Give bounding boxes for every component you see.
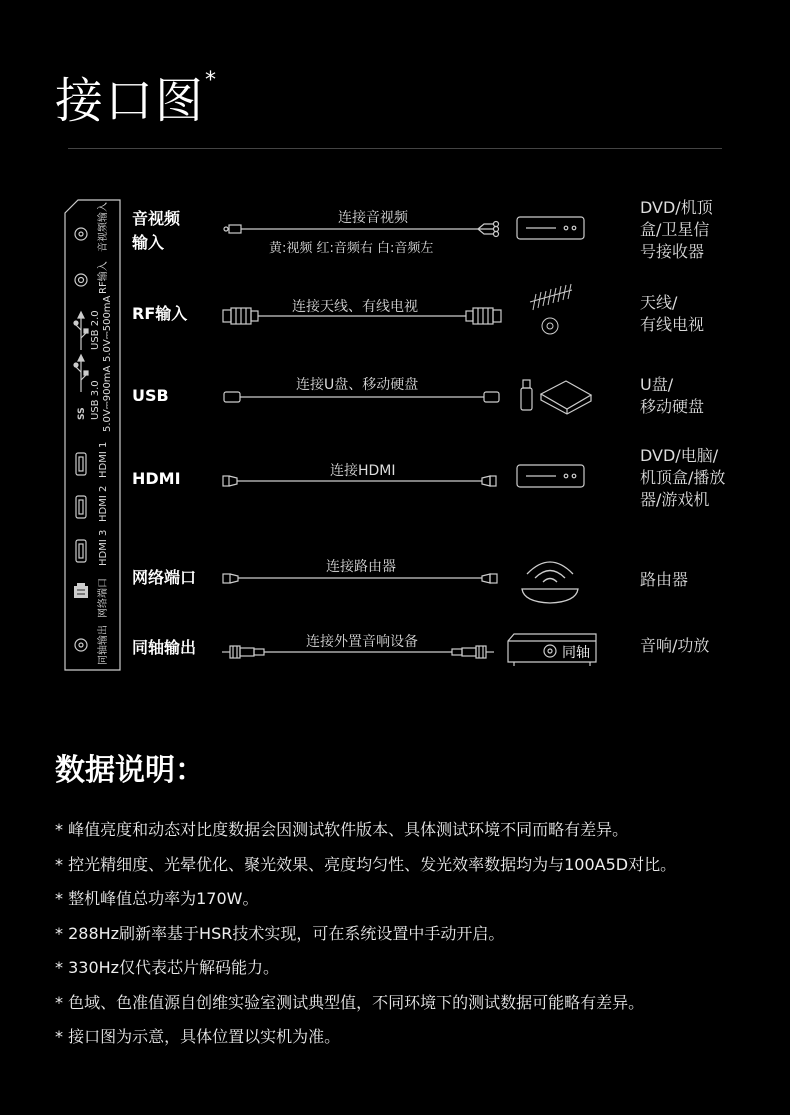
row-label-coax: 同轴输出 <box>132 638 197 657</box>
row-label-av: 音视频 输入 <box>132 209 181 252</box>
device-label-av: DVD/机顶 盒/卫星信 号接收器 <box>640 198 713 261</box>
panel-text-hdmi3: HDMI 3 <box>98 529 109 566</box>
hdmi2-port-icon <box>76 496 86 518</box>
note-item: * 峰值亮度和动态对比度数据会因测试软件版本、具体测试环境不同而略有差异。 <box>55 820 629 839</box>
device-label-lan: 路由器 <box>640 570 689 589</box>
note-item: * 整机峰值总功率为170W。 <box>55 889 259 908</box>
panel-text-rf: RF输入 <box>98 261 109 294</box>
cable-sublabel-av: 黄:视频 红:音频右 白:音频左 <box>269 241 434 256</box>
lan-port-icon <box>74 583 88 598</box>
panel-text-usb3-power: 5.0V⎓900mA <box>102 365 113 432</box>
router-icon <box>522 562 578 603</box>
note-item: * 控光精细度、光晕优化、聚光效果、亮度均匀性、发光效率数据均为与100A5D对比。 <box>55 854 677 874</box>
device-label-rf: 天线/ 有线电视 <box>640 293 705 334</box>
page-title: 接口图* <box>55 68 219 129</box>
device-label-usb: U盘/ 移动硬盘 <box>640 375 705 416</box>
rf-port-icon <box>75 274 87 286</box>
panel-text-coax: 同轴输出 <box>98 625 109 665</box>
row-label-usb: USB <box>132 386 169 405</box>
row-label-rf: RF输入 <box>132 304 188 323</box>
cable-label-rf: 连接天线、有线电视 <box>292 299 418 315</box>
note-item: * 色域、色准值源自创维实验室测试典型值，不同环境下的测试数据可能略有差异。 <box>55 992 645 1012</box>
panel-text-usb2: USB 2.0 <box>90 310 101 350</box>
device-label-coax: 音响/功放 <box>640 636 710 655</box>
coax-port-icon <box>75 639 87 651</box>
set-top-box-icon <box>517 217 584 239</box>
cable-label-coax: 连接外置音响设备 <box>306 634 418 650</box>
panel-text-lan: 网络端口 <box>98 578 109 618</box>
row-label-lan: 网络端口 <box>132 568 197 587</box>
hard-drive-icon <box>541 381 591 414</box>
row-label-hdmi: HDMI <box>132 469 181 488</box>
title-asterisk: * <box>205 68 219 93</box>
svg-text:SS: SS <box>77 407 87 420</box>
hdmi3-port-icon <box>76 540 86 562</box>
antenna-icon <box>530 284 572 334</box>
panel-text-usb2-power: 5.0V⎓500mA <box>102 295 113 362</box>
note-item: * 接口图为示意，具体位置以实机为准。 <box>55 1027 341 1046</box>
cable-label-lan: 连接路由器 <box>326 559 396 575</box>
panel-text-hdmi2: HDMI 2 <box>98 485 109 522</box>
cable-label-av: 连接音视频 <box>338 210 408 226</box>
av-port-icon <box>75 228 87 240</box>
amplifier-box-label: 同轴 <box>562 645 590 661</box>
cable-label-usb: 连接U盘、移动硬盘 <box>296 377 419 393</box>
note-item: * 288Hz刷新率基于HSR技术实现，可在系统设置中手动开启。 <box>55 923 505 943</box>
media-player-icon <box>517 465 584 487</box>
note-item: * 330Hz仅代表芯片解码能力。 <box>55 958 280 977</box>
panel-text-av: 音视频输入 <box>98 202 109 252</box>
device-label-hdmi: DVD/电脑/ 机顶盒/播放 器/游戏机 <box>640 446 726 509</box>
panel-text-usb3: USB 3.0 <box>90 380 101 420</box>
panel-text-hdmi1: HDMI 1 <box>98 441 109 478</box>
usb-drive-icon <box>521 380 532 410</box>
tv-side-panel <box>65 200 120 670</box>
notes-list <box>55 818 676 1060</box>
section-title: 数据说明： <box>55 753 205 788</box>
hdmi1-port-icon <box>76 453 86 475</box>
usb2-port-icon <box>74 312 88 350</box>
cable-label-hdmi: 连接HDMI <box>330 463 396 479</box>
usb3-port-icon <box>74 355 88 420</box>
